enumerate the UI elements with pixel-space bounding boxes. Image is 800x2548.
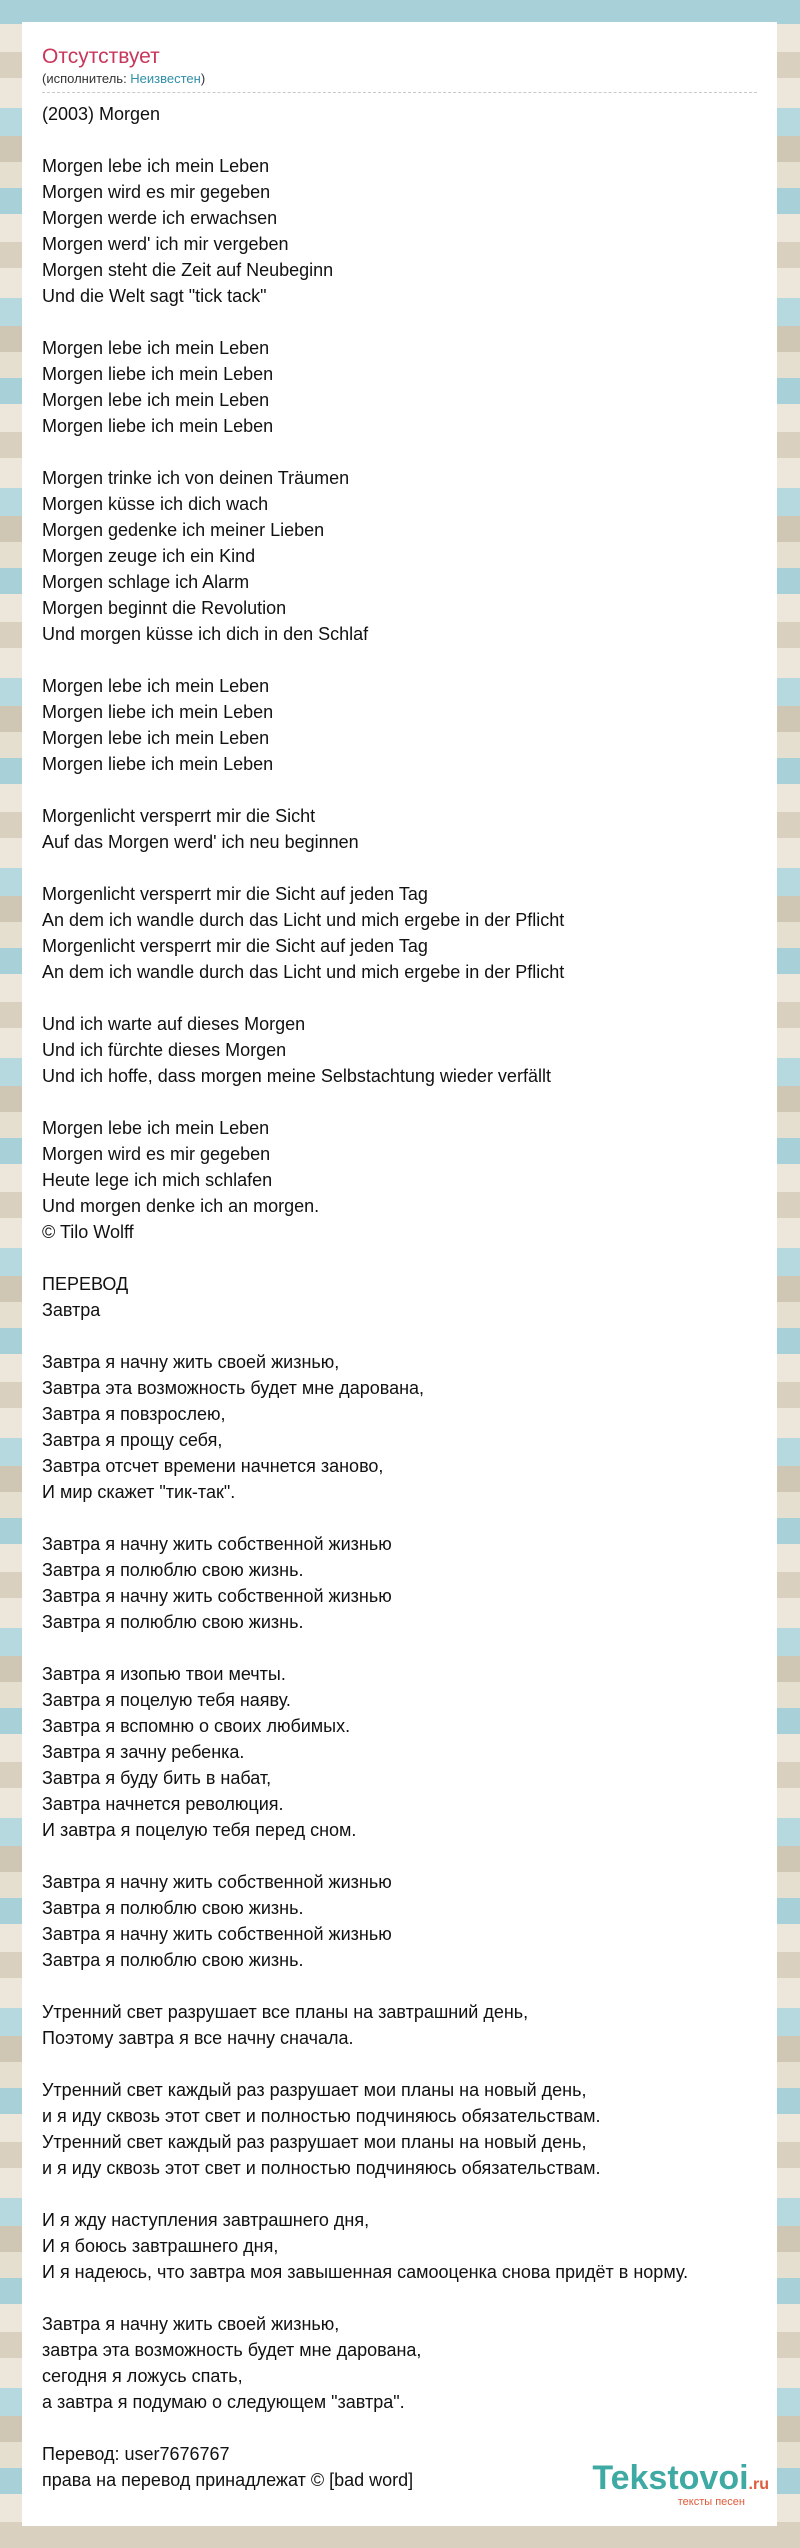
performer-suffix: ): [200, 71, 206, 86]
logo-subtitle: тексты песен: [677, 2496, 745, 2508]
logo-tld-text: .ru: [748, 2476, 769, 2493]
performer-line: [42, 70, 757, 93]
performer-link[interactable]: Неизвестен: [130, 71, 201, 86]
lyrics-text: (2003) Morgen Morgen lebe ich mein Leben Morgen wird es mir gegeben Morgen werde ich erwachsen Morgen werd' ich mir vergeben Morgen steht die Zeit auf Neubeginn Und die Welt sagt "tick tack" Morgen lebe ich mein Leben Morgen liebe ich mein Leben Morgen lebe ich mein Leben Morgen liebe ich mein Leben Morgen trinke ich von deinen Träumen Morgen küsse ich dich wach Morgen gedenke ich meiner Lieben Morgen zeuge ich ein Kind Morgen schlage ich Alarm Morgen beginnt die Revolution Und morgen küsse ich dich in den Schlaf Morgen lebe ich mein Leben Morgen liebe ich mein Leben Morgen lebe ich mein Leben Morgen liebe ich mein Leben Morgenlicht versperrt mir die Sicht Auf das Morgen werd' ich neu beginnen Morgenlicht versperrt mir die Sicht auf jeden Tag An dem ich wandle durch das Licht und mich ergebe in der Pflicht Morgenlicht versperrt mir die Sicht auf jeden Tag An dem ich wandle durch das Licht und mich ergebe in der Pflicht Und ich warte auf dieses Morgen Und ich fürchte dieses Morgen Und ich hoffe, dass morgen meine Selbstachtung wieder verfällt Morgen lebe ich mein Leben Morgen wird es mir gegeben Heute lege ich mich schlafen Und morgen denke ich an morgen. © Tilo Wolff ПЕРЕВОД Завтра Завтра я начну жить своей жизнью, Завтра эта возможность будет мне дарована, Завтра я повзрослею, Завтра я прощу себя, Завтра отсчет времени начнется заново, И мир скажет "тик-так". Завтра я начну жить собственной жизнью Завтра я полюблю свою жизнь. Завтра я начну жить собственной жизнью Завтра я полюблю свою жизнь. Завтра я изопью твои мечты. Завтра я поцелую тебя наяву. Завтра я вспомню о своих любимых. Завтра я зачну ребенка. Завтра я буду бить в набат, Завтра начнется революция. И завтра я поцелую тебя перед сном. Завтра я начну жить собственной жизнью Завтра я полюблю свою жизнь. Завтра я начну жить собственной жизнью Завтра я полюблю свою жизнь. Утренний свет разрушает все планы на завтрашний день, Поэтому завтра я все начну сначала. Утренний свет каждый раз разрушает мои планы на новый день, и я иду сквозь этот свет и полностью подчиняюсь обязательствам. Утренний свет каждый раз разрушает мои планы на новый день, и я иду сквозь этот свет и полностью подчиняюсь обязательствам. И я жду наступления завтрашнего дня, И я боюсь завтрашнего дня, И я надеюсь, что завтра моя завышенная самооценка снова придёт в норму. Завтра я начну жить своей жизнью, завтра эта возможность будет мне дарована, сегодня я ложусь спать, а завтра я подумаю о следующем "завтра". Перевод: user7676767 права на перевод принадлежат © [bad word]: [42, 104, 689, 2490]
site-logo[interactable]: [592, 2461, 769, 2508]
logo-main-text: Tekstovoi: [592, 2459, 749, 2497]
song-title: Отсутствует: [42, 45, 160, 68]
lyrics-page: [22, 22, 777, 2526]
performer-prefix: (исполнитель:: [42, 71, 131, 86]
